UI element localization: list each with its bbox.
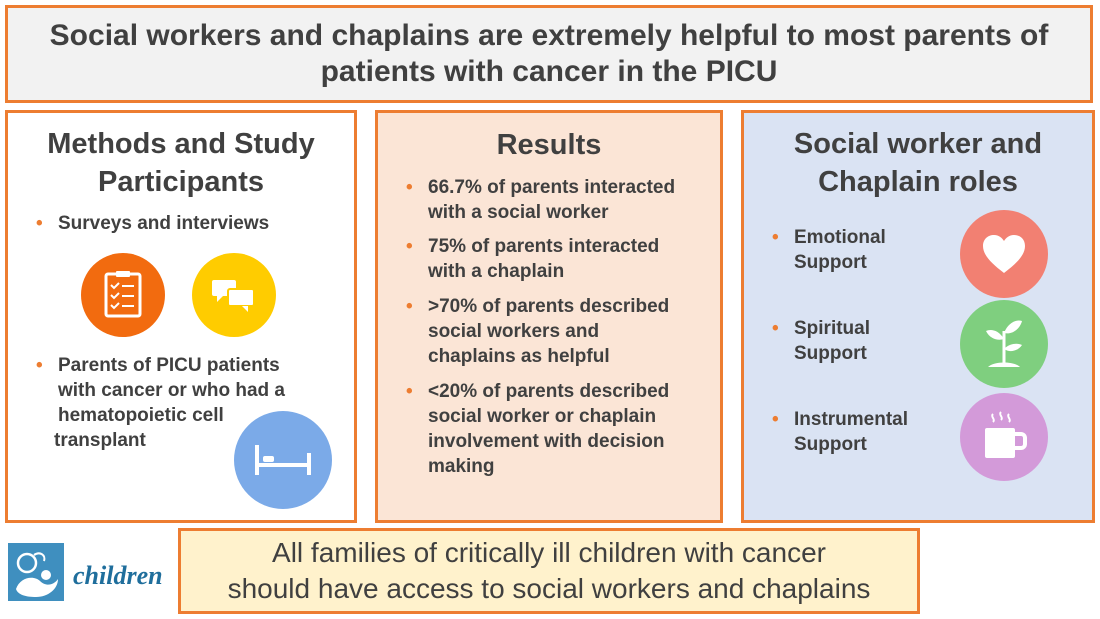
chat-bubbles-icon	[192, 253, 276, 337]
results-item-2-line-1: 75% of parents interacted	[428, 236, 660, 257]
roles-item-instrumental-line-1: Instrumental	[794, 409, 909, 430]
results-heading: Results	[496, 129, 602, 161]
methods-bullet-parents-line-4: transplant	[54, 430, 146, 451]
bullet-dot: •	[36, 213, 43, 234]
bullet-dot: •	[772, 318, 779, 339]
bullet-dot: •	[772, 227, 779, 248]
bullet-dot: •	[36, 355, 43, 376]
methods-bullet-parents-line-3: hematopoietic cell	[58, 405, 224, 426]
results-item-4-line-1: <20% of parents described	[428, 381, 670, 402]
methods-heading-line-2: Participants	[98, 166, 264, 198]
results-item-1-line-1: 66.7% of parents interacted	[428, 177, 676, 198]
results-item-4-line-3: involvement with decision	[428, 431, 665, 452]
results-item-3-line-2: social workers and	[428, 321, 600, 342]
results-item-2-line-2: with a chaplain	[428, 261, 565, 282]
results-item-2	[406, 234, 660, 284]
results-item-3-line-3: chaplains as helpful	[428, 346, 610, 367]
roles-item-instrumental	[772, 407, 909, 457]
coffee-mug-icon	[960, 393, 1048, 481]
results-item-3-line-1: >70% of parents described	[428, 296, 670, 317]
methods-bullet-parents-line-1: Parents of PICU patients	[58, 355, 280, 376]
roles-item-spiritual	[772, 316, 871, 366]
roles-heading-line-2: Chaplain roles	[818, 166, 1018, 198]
roles-item-emotional-line-2: Support	[794, 252, 867, 273]
methods-bullet-parents-line-2: with cancer or who had a	[58, 380, 285, 401]
results-item-1	[406, 175, 676, 225]
methods-panel	[5, 110, 357, 523]
children-logo-icon	[8, 543, 64, 601]
bullet-dot: •	[406, 381, 413, 402]
children-journal-logo	[8, 543, 178, 603]
results-item-4-line-2: social worker or chaplain	[428, 406, 657, 427]
roles-item-spiritual-line-1: Spiritual	[794, 318, 871, 339]
bullet-dot: •	[772, 409, 779, 430]
results-item-4-line-4: making	[428, 456, 495, 477]
conclusion-banner	[178, 528, 920, 614]
results-item-4	[406, 379, 670, 479]
bullet-dot: •	[406, 236, 413, 257]
conclusion-line-1: All families of critically ill children with cancer	[272, 537, 826, 568]
title-banner	[5, 5, 1093, 103]
plant-icon	[960, 300, 1048, 388]
methods-heading	[8, 125, 354, 201]
heart-icon	[960, 210, 1048, 298]
results-panel	[375, 110, 723, 523]
methods-bullet-surveys	[36, 211, 270, 236]
title-line-1: Social workers and chaplains are extremely helpful to most parents of	[49, 19, 1049, 52]
bullet-dot: •	[406, 296, 413, 317]
roles-item-spiritual-line-2: Support	[794, 343, 867, 364]
bullet-dot: •	[406, 177, 413, 198]
roles-heading-line-1: Social worker and	[793, 128, 1043, 160]
results-item-3	[406, 294, 670, 369]
methods-bullet-surveys-text: Surveys and interviews	[58, 213, 270, 234]
bed-icon	[234, 411, 332, 509]
clipboard-checklist-icon	[81, 253, 165, 337]
roles-heading	[744, 125, 1092, 201]
logo-wordmark: children	[73, 561, 163, 590]
methods-heading-line-1: Methods and Study	[47, 128, 315, 160]
roles-item-emotional-line-1: Emotional	[794, 227, 886, 248]
results-item-1-line-2: with a social worker	[428, 202, 609, 223]
title-line-2: patients with cancer in the PICU	[320, 55, 778, 88]
conclusion-line-2: should have access to social workers and chaplains	[227, 573, 871, 604]
roles-item-emotional	[772, 225, 886, 275]
roles-item-instrumental-line-2: Support	[794, 434, 867, 455]
roles-panel	[741, 110, 1095, 523]
